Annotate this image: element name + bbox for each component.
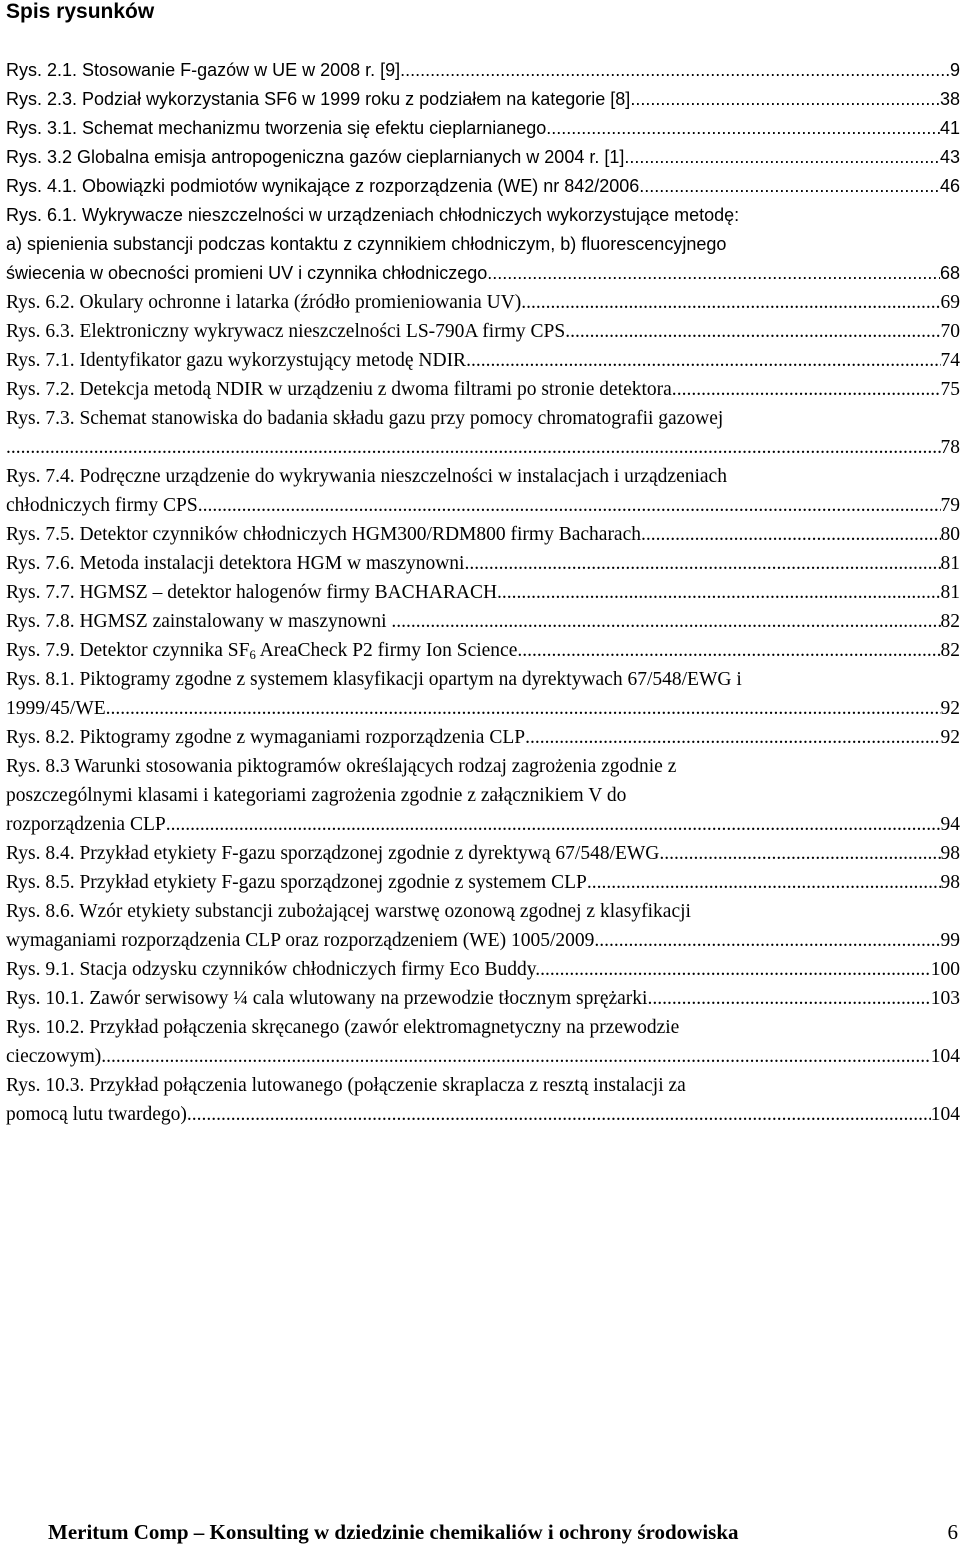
- dot-leader: [396, 607, 940, 636]
- subscript: 6: [249, 648, 256, 663]
- figure-page-number: 82: [940, 611, 960, 632]
- figure-entry[interactable]: [6, 346, 960, 375]
- figure-entry-line: [6, 1071, 960, 1100]
- figure-entry-line: [6, 288, 960, 317]
- figure-caption: pomocą lutu twardego).: [6, 1104, 192, 1125]
- dot-leader: [677, 375, 941, 404]
- figure-caption: Rys. 8.4. Przykład etykiety F-gazu sporządzonej zgodnie z dyrektywą 67/548/EWG: [6, 843, 660, 864]
- dot-leader: [546, 114, 940, 143]
- figure-page-number: 81: [940, 553, 960, 574]
- figure-entry[interactable]: [6, 897, 960, 955]
- figure-entry-line: [6, 317, 960, 346]
- figure-entry-line: [6, 201, 960, 230]
- dot-leader: [203, 491, 941, 520]
- figure-page-number: 99: [940, 930, 960, 951]
- page-title: Spis rysunków: [6, 0, 155, 23]
- dot-leader: [652, 984, 930, 1013]
- figure-caption: Rys. 3.1. Schemat mechanizmu tworzenia się efektu cieplarnianego: [6, 118, 547, 138]
- figure-caption: Rys. 8.1. Piktogramy zgodne z systemem klasyfikacji opartym na dyrektywach 67/548/EWG i: [6, 669, 742, 690]
- figure-caption: Rys. 7.1. Identyfikator gazu wykorzystujący metodę NDIR.: [6, 350, 471, 371]
- figure-entry-line: [6, 404, 960, 433]
- figure-caption: poszczególnymi klasami i kategoriami zagrożenia zgodnie z załącznikiem V do: [6, 785, 627, 806]
- figure-entry[interactable]: [6, 462, 960, 520]
- figure-page-number: 82: [940, 640, 960, 661]
- figure-caption: 1999/45/WE: [6, 698, 106, 719]
- figure-page-number: 75: [940, 379, 960, 400]
- figure-page-number: 74: [940, 350, 960, 371]
- figure-caption: Rys. 7.9. Detektor czynnika $SF_6$ AreaCheck P2 firmy Ion Science: [6, 640, 518, 663]
- figure-entry-line: [6, 172, 960, 201]
- figure-entry-line: [6, 723, 960, 752]
- figure-page-number: 43: [939, 147, 960, 167]
- figure-caption: Rys. 10.2. Przykład połączenia skręcanego (zawór elektromagnetyczny na przewodzie: [6, 1017, 680, 1038]
- figure-entry-line: [6, 781, 960, 810]
- figure-entry-line: [6, 636, 960, 665]
- figure-page-number: 98: [940, 872, 960, 893]
- figure-page-number: 80: [940, 524, 960, 545]
- figure-entry[interactable]: [6, 114, 960, 143]
- figure-entry-line: [6, 810, 960, 839]
- dot-leader: [570, 317, 940, 346]
- footer-text: Meritum Comp – Konsulting w dziedzinie chemikaliów i ochrony środowiska: [48, 1520, 739, 1544]
- dot-leader: [502, 578, 941, 607]
- figure-caption: chłodniczych firmy CPS.: [6, 495, 203, 516]
- figure-entry[interactable]: [6, 549, 960, 578]
- figure-page-number: 46: [939, 176, 960, 196]
- figure-entry[interactable]: [6, 85, 960, 114]
- figure-page-number: 92: [940, 698, 960, 719]
- figure-caption: Rys. 7.3. Schemat stanowiska do badania składu gazu przy pomocy chromatografii gazowej: [6, 408, 724, 429]
- dot-leader: [106, 694, 941, 723]
- page-number: 6: [947, 1520, 958, 1544]
- dot-leader: [587, 868, 941, 897]
- figure-entry-line: [6, 259, 960, 288]
- figure-entry-line: [6, 230, 960, 259]
- figure-page-number: 104: [930, 1104, 960, 1125]
- figure-entry[interactable]: [6, 607, 960, 636]
- dot-leader: [474, 549, 940, 578]
- figure-caption: świecenia w obecności promieni UV i czynnika chłodniczego.: [6, 263, 493, 283]
- dot-leader: [646, 520, 941, 549]
- figure-page-number: 100: [930, 959, 960, 980]
- figure-page-number: 103: [930, 988, 960, 1009]
- figure-entry-line: [6, 433, 960, 462]
- dot-leader: [6, 433, 941, 462]
- figure-entry[interactable]: [6, 56, 960, 85]
- figure-page-number: 38: [939, 89, 960, 109]
- figure-caption: Rys. 6.2. Okulary ochronne i latarka (źródło promieniowania UV).: [6, 292, 527, 313]
- figure-page-number: 78: [940, 437, 960, 458]
- figure-entry-line: [6, 897, 960, 926]
- figure-caption: Rys. 4.1. Obowiązki podmiotów wynikające z rozporządzenia (WE) nr 842/2006: [6, 176, 640, 196]
- dot-leader: [540, 955, 931, 984]
- figure-caption: Rys. 7.6. Metoda instalacji detektora HGM w maszynowni..: [6, 553, 475, 574]
- figure-entry[interactable]: [6, 201, 960, 288]
- figure-page-number: 41: [939, 118, 960, 138]
- dot-leader: [525, 723, 940, 752]
- figure-entry-line: [6, 607, 960, 636]
- dot-leader: [400, 56, 950, 85]
- dot-leader: [106, 1042, 931, 1071]
- figure-page-number: 69: [940, 292, 960, 313]
- figure-page-number: 9: [949, 60, 960, 80]
- figure-page-number: 94: [940, 814, 960, 835]
- figure-entry[interactable]: [6, 172, 960, 201]
- figure-entry-line: [6, 346, 960, 375]
- figure-entry[interactable]: [6, 288, 960, 317]
- figure-entry-line: [6, 375, 960, 404]
- figure-caption: Rys. 6.3. Elektroniczny wykrywacz nieszczelności LS-790A firmy CPS.: [6, 321, 571, 342]
- figure-entry-line: [6, 839, 960, 868]
- figure-caption: Rys. 8.2. Piktogramy zgodne z wymaganiami rozporządzenia CLP: [6, 727, 526, 748]
- figure-entry[interactable]: [6, 955, 960, 984]
- page-footer: [48, 1518, 958, 1546]
- figure-entry[interactable]: [6, 520, 960, 549]
- figure-caption: cieczowym).: [6, 1046, 107, 1067]
- figure-caption: Rys. 7.8. HGMSZ zainstalowany w maszynowni .: [6, 611, 397, 632]
- figure-entry[interactable]: [6, 1071, 960, 1129]
- figure-entry-line: [6, 114, 960, 143]
- dot-leader: [639, 172, 940, 201]
- figure-caption: Rys. 8.6. Wzór etykiety substancji zubożającej warstwę ozonową zgodnej z klasyfikacji: [6, 901, 691, 922]
- figure-entry-line: [6, 694, 960, 723]
- figure-caption: wymaganiami rozporządzenia CLP oraz rozporządzeniem (WE) 1005/2009: [6, 930, 595, 951]
- figure-entry-line: [6, 1042, 960, 1071]
- figure-caption: Rys. 7.4. Podręczne urządzenie do wykrywania nieszczelności w instalacjach i urządzeniach: [6, 466, 727, 487]
- figure-entry[interactable]: [6, 839, 960, 868]
- figure-caption: Rys. 7.7. HGMSZ – detektor halogenów firmy BACHARACH.: [6, 582, 502, 603]
- figure-page-number: 70: [940, 321, 960, 342]
- dot-leader: [471, 346, 941, 375]
- dot-leader: [166, 810, 941, 839]
- figure-entry-line: [6, 549, 960, 578]
- figure-entry-line: [6, 926, 960, 955]
- dot-leader: [624, 143, 940, 172]
- figure-caption: a) spienienia substancji podczas kontaktu z czynnikiem chłodniczym, b) fluorescencyjnego: [6, 234, 727, 254]
- figure-caption: Rys. 6.1. Wykrywacze nieszczelności w urządzeniach chłodniczych wykorzystujące metodę:: [6, 205, 740, 225]
- dot-leader: [517, 636, 940, 665]
- figure-page-number: 98: [940, 843, 960, 864]
- figure-entry-line: [6, 85, 960, 114]
- figure-caption: rozporządzenia CLP: [6, 814, 166, 835]
- figure-caption: Rys. 7.5. Detektor czynników chłodniczych HGM300/RDM800 firmy Bacharach.: [6, 524, 646, 545]
- figure-entry-line: [6, 868, 960, 897]
- figure-entry-line: [6, 56, 960, 85]
- dot-leader: [630, 85, 940, 114]
- figure-caption: Rys. 8.5. Przykład etykiety F-gazu sporządzonej zgodnie z systemem CLP: [6, 872, 587, 893]
- figure-entry[interactable]: [6, 868, 960, 897]
- figure-entry[interactable]: [6, 404, 960, 462]
- figure-entry-line: [6, 1013, 960, 1042]
- figure-page-number: 81: [940, 582, 960, 603]
- dot-leader: [594, 926, 940, 955]
- figure-entry[interactable]: [6, 723, 960, 752]
- figure-entry[interactable]: [6, 1013, 960, 1071]
- figure-entry[interactable]: [6, 317, 960, 346]
- figure-entry-line: [6, 578, 960, 607]
- figure-caption: Rys. 10.1. Zawór serwisowy ¼ cala wlutowany na przewodzie tłocznym sprężarki.: [6, 988, 653, 1009]
- figure-caption: Rys. 9.1. Stacja odzysku czynników chłodniczych firmy Eco Buddy.: [6, 959, 541, 980]
- figure-page-number: 104: [930, 1046, 960, 1067]
- figure-entry-line: [6, 984, 960, 1013]
- figure-entry-line: [6, 143, 960, 172]
- figure-entry[interactable]: [6, 578, 960, 607]
- figure-caption: Rys. 2.1. Stosowanie F-gazów w UE w 2008 r. [9]: [6, 60, 401, 80]
- dot-leader: [659, 839, 940, 868]
- figure-caption: Rys. 2.3. Podział wykorzystania SF6 w 1999 roku z podziałem na kategorie [8]: [6, 89, 631, 109]
- figure-entry-line: [6, 462, 960, 491]
- figure-caption: Rys. 8.3 Warunki stosowania piktogramów określających rodzaj zagrożenia zgodnie z: [6, 756, 677, 777]
- figure-entry-line: [6, 491, 960, 520]
- figure-page-number: 79: [940, 495, 960, 516]
- figure-entry[interactable]: [6, 984, 960, 1013]
- figure-caption: Rys. 3.2 Globalna emisja antropogeniczna gazów cieplarnianych w 2004 r. [1]: [6, 147, 625, 167]
- figure-entry-line: [6, 955, 960, 984]
- figure-list: [6, 56, 960, 1129]
- figure-entry-line: [6, 520, 960, 549]
- figure-entry-line: [6, 752, 960, 781]
- figure-page-number: 68: [939, 263, 960, 283]
- figure-entry-line: [6, 665, 960, 694]
- figure-caption: Rys. 10.3. Przykład połączenia lutowanego (połączenie skraplacza z resztą instalacji za: [6, 1075, 686, 1096]
- dot-leader: [492, 259, 940, 288]
- figure-page-number: 92: [940, 727, 960, 748]
- figure-caption: Rys. 7.2. Detekcja metodą NDIR w urządzeniu z dwoma filtrami po stronie detektora.: [6, 379, 677, 400]
- figure-entry-line: [6, 1100, 960, 1129]
- figure-entry[interactable]: [6, 752, 960, 839]
- figure-entry[interactable]: [6, 636, 960, 665]
- dot-leader: [192, 1100, 931, 1129]
- figure-entry[interactable]: [6, 143, 960, 172]
- dot-leader: [526, 288, 940, 317]
- figure-entry[interactable]: [6, 665, 960, 723]
- figure-entry[interactable]: [6, 375, 960, 404]
